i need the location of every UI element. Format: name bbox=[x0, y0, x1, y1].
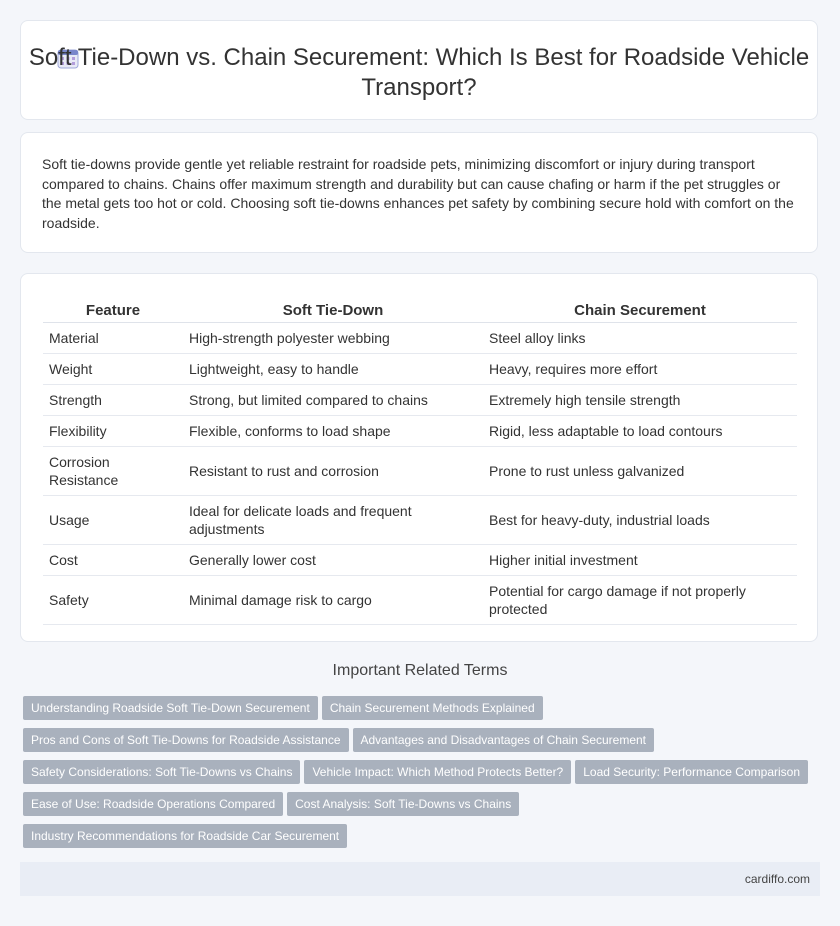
comparison-card bbox=[20, 273, 818, 642]
footer bbox=[20, 862, 820, 896]
related-terms-heading: Important Related Terms bbox=[332, 662, 508, 679]
table-cell: Lightweight, easy to handle bbox=[183, 354, 483, 385]
column-header-chain-securement: Chain Securement bbox=[483, 296, 797, 323]
table-row bbox=[43, 545, 797, 576]
table-cell: Prone to rust unless galvanized bbox=[483, 447, 797, 496]
table-row bbox=[43, 496, 797, 545]
table-cell: Steel alloy links bbox=[483, 323, 797, 354]
table-row bbox=[43, 576, 797, 625]
related-term-tag[interactable]: Ease of Use: Roadside Operations Compared bbox=[23, 792, 283, 816]
comparison-table bbox=[43, 296, 797, 625]
table-row bbox=[43, 416, 797, 447]
table-cell: High-strength polyester webbing bbox=[183, 323, 483, 354]
related-term-tag[interactable]: Load Security: Performance Comparison bbox=[575, 760, 808, 784]
table-cell: Flexible, conforms to load shape bbox=[183, 416, 483, 447]
intro-card bbox=[20, 132, 818, 253]
table-cell: Best for heavy-duty, industrial loads bbox=[483, 496, 797, 545]
table-cell: Flexibility bbox=[43, 416, 183, 447]
table-cell: Strength bbox=[43, 385, 183, 416]
table-cell: Higher initial investment bbox=[483, 545, 797, 576]
table-header-row bbox=[43, 296, 797, 323]
table-cell: Strong, but limited compared to chains bbox=[183, 385, 483, 416]
column-header-feature: Feature bbox=[43, 296, 183, 323]
table-cell: Generally lower cost bbox=[183, 545, 483, 576]
table-cell: Ideal for delicate loads and frequent adjustments bbox=[183, 496, 483, 545]
table-row bbox=[43, 447, 797, 496]
title-card bbox=[20, 20, 818, 120]
related-term-tag[interactable]: Industry Recommendations for Roadside Car Securement bbox=[23, 824, 347, 848]
table-cell: Heavy, requires more effort bbox=[483, 354, 797, 385]
table-cell: Usage bbox=[43, 496, 183, 545]
related-term-tag[interactable]: Advantages and Disadvantages of Chain Securement bbox=[353, 728, 655, 752]
table-row bbox=[43, 385, 797, 416]
table-cell: Resistant to rust and corrosion bbox=[183, 447, 483, 496]
table-cell: Minimal damage risk to cargo bbox=[183, 576, 483, 625]
table-row bbox=[43, 323, 797, 354]
related-term-tag[interactable]: Vehicle Impact: Which Method Protects Better? bbox=[304, 760, 571, 784]
table-row bbox=[43, 354, 797, 385]
page-title: Soft Tie-Down vs. Chain Securement: Which Is Best for Roadside Vehicle Transport? bbox=[28, 44, 810, 101]
related-term-tag[interactable]: Safety Considerations: Soft Tie-Downs vs Chains bbox=[23, 760, 300, 784]
related-term-tag[interactable]: Understanding Roadside Soft Tie-Down Securement bbox=[23, 696, 318, 720]
column-header-soft-tie-down: Soft Tie-Down bbox=[183, 296, 483, 323]
table-cell: Safety bbox=[43, 576, 183, 625]
related-term-tag[interactable]: Pros and Cons of Soft Tie-Downs for Roadside Assistance bbox=[23, 728, 349, 752]
table-cell: Corrosion Resistance bbox=[43, 447, 183, 496]
related-term-tag[interactable]: Cost Analysis: Soft Tie-Downs vs Chains bbox=[287, 792, 519, 816]
related-terms-list bbox=[23, 696, 823, 856]
table-cell: Material bbox=[43, 323, 183, 354]
table-cell: Weight bbox=[43, 354, 183, 385]
related-term-tag[interactable]: Chain Securement Methods Explained bbox=[322, 696, 543, 720]
intro-paragraph: Soft tie-downs provide gentle yet reliable restraint for roadside pets, minimizing discomfort or injury during transport compared to chains. Chains offer maximum strength and durability but can cause chafing or harm if the pet struggles or the metal gets too hot or cold. Choosing soft tie-downs enhances pet safety by combining secure hold with comfort on the roadside. bbox=[42, 156, 794, 231]
table-cell: Potential for cargo damage if not properly protected bbox=[483, 576, 797, 625]
table-cell: Rigid, less adaptable to load contours bbox=[483, 416, 797, 447]
table-cell: Cost bbox=[43, 545, 183, 576]
table-cell: Extremely high tensile strength bbox=[483, 385, 797, 416]
footer-site-name[interactable]: cardiffo.com bbox=[744, 872, 810, 886]
